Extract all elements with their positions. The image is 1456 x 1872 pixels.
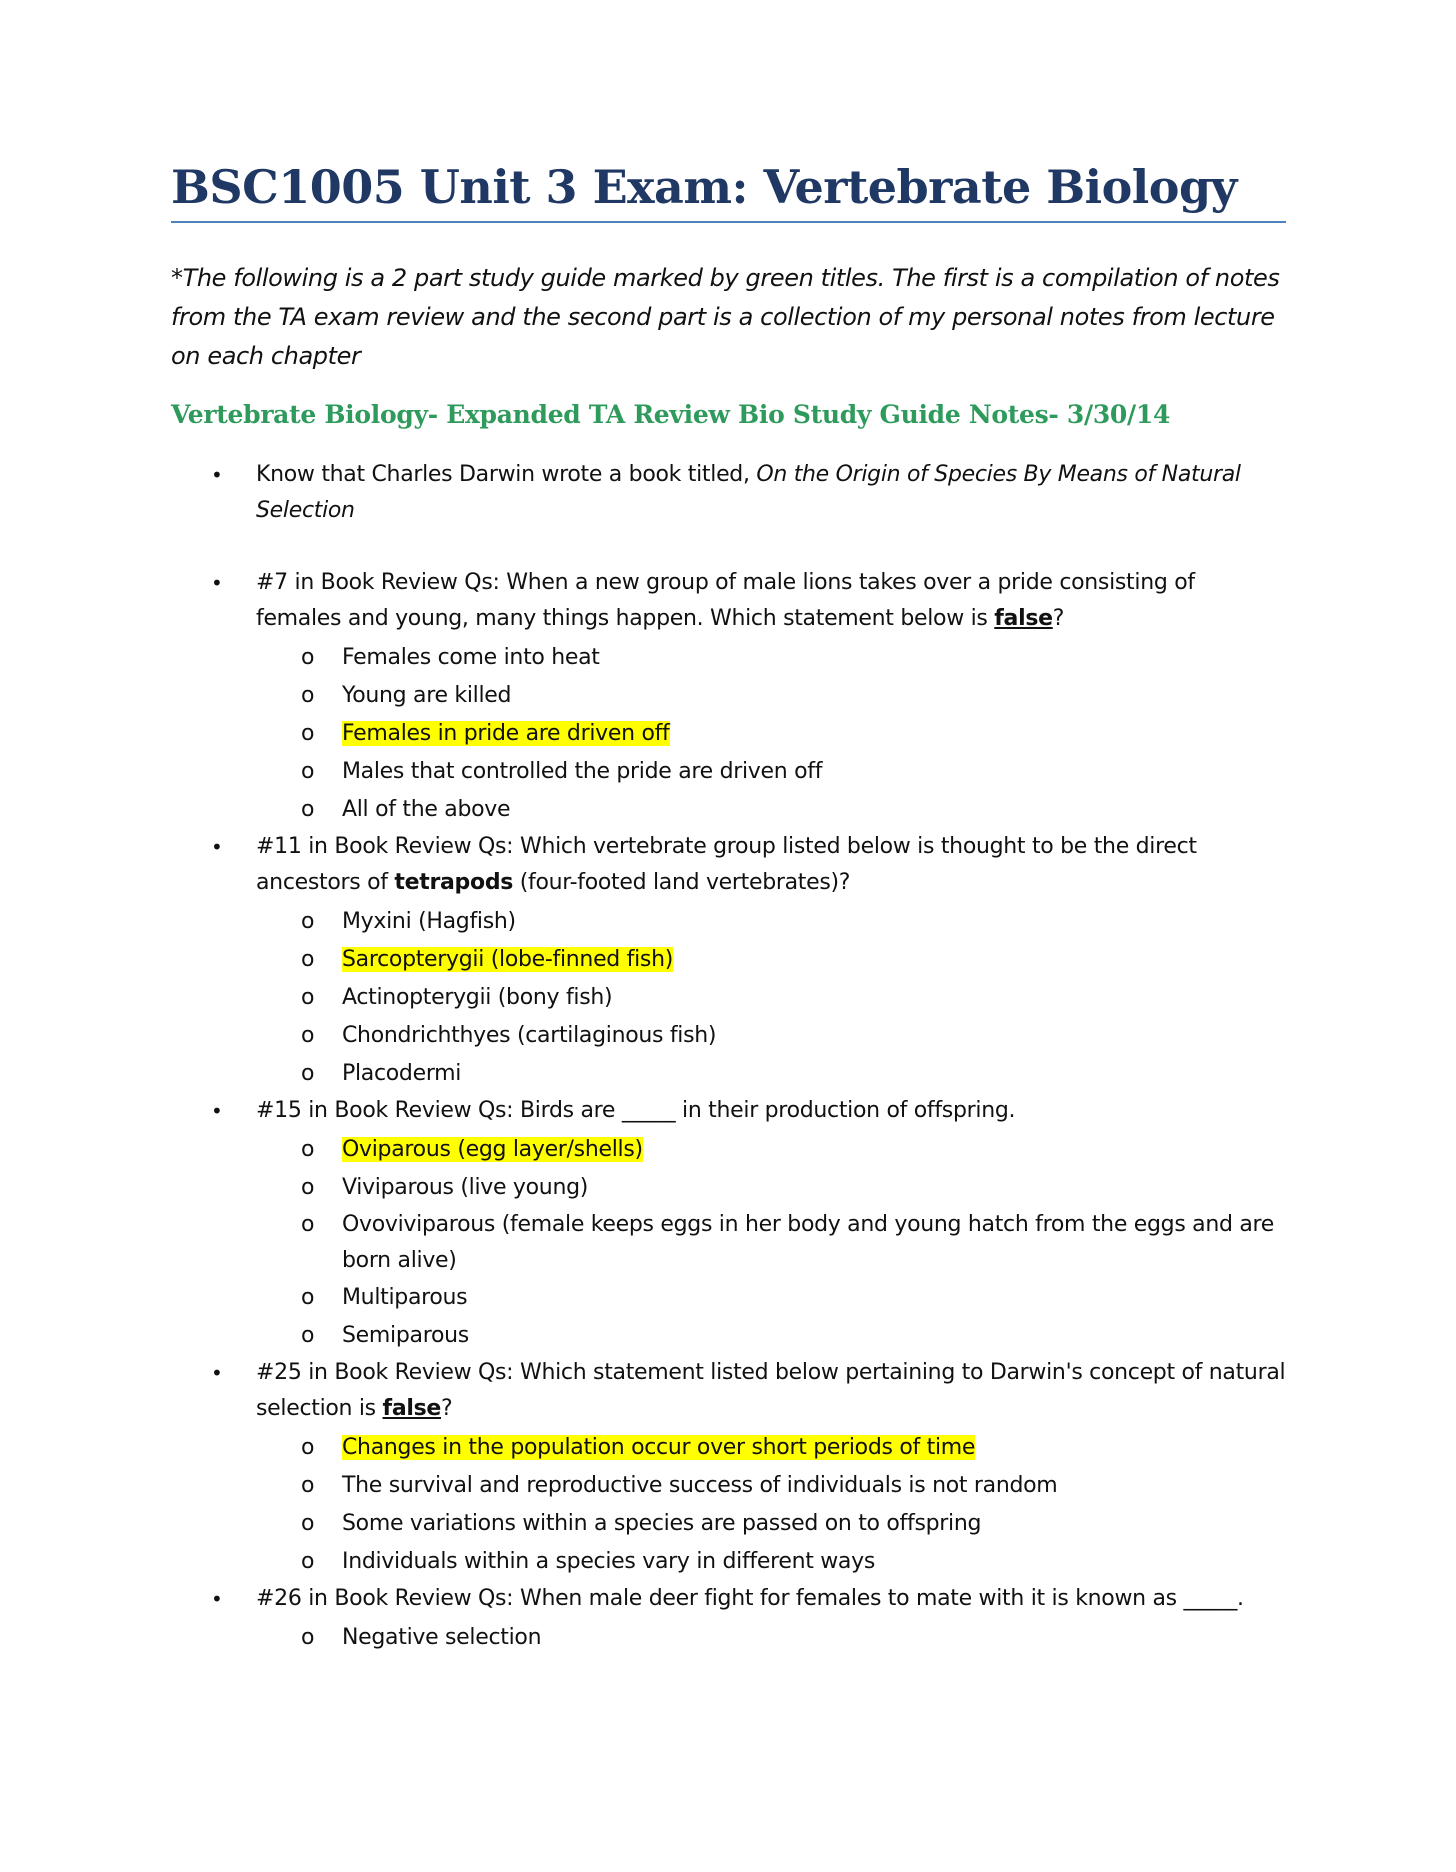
option-text: Myxini (Hagfish) — [342, 909, 516, 935]
option-text: All of the above — [342, 797, 511, 823]
option-marker-icon: o — [301, 1323, 315, 1349]
option-item — [256, 791, 1286, 829]
question-7 — [171, 565, 1286, 829]
option-marker-icon: o — [301, 1511, 315, 1537]
option-marker-icon: o — [301, 1137, 315, 1163]
option-text: Ovoviviparous (female keeps eggs in her body and young hatch from the eggs and are born alive) — [342, 1212, 1275, 1274]
option-item — [256, 1505, 1286, 1543]
question-text: #26 in Book Review Qs: When male deer fight for females to mate with it is known as _____. — [256, 1586, 1244, 1612]
question-darwin-book — [171, 457, 1286, 529]
bullet-icon: • — [211, 835, 223, 860]
option-text: Negative selection — [342, 1625, 542, 1651]
option-marker-icon: o — [301, 1549, 315, 1575]
option-item — [256, 677, 1286, 715]
option-text: Multiparous — [342, 1285, 468, 1311]
question-list — [171, 457, 1286, 1657]
option-marker-icon: o — [301, 759, 315, 785]
question-text: #15 in Book Review Qs: Birds are _____ in their production of offspring. — [256, 1098, 1016, 1124]
option-marker-icon: o — [301, 1023, 315, 1049]
option-list — [256, 1619, 1286, 1657]
option-list — [256, 639, 1286, 829]
emphasis-tetrapods: tetrapods — [394, 870, 514, 896]
intro-paragraph: *The following is a 2 part study guide marked by green titles. The first is a compilation of notes from the TA exam review and the second part is a collection of my personal notes from lecture on each chapter — [171, 264, 1280, 371]
question-11 — [171, 829, 1286, 1093]
option-list — [256, 903, 1286, 1093]
bullet-icon: • — [211, 1099, 223, 1124]
option-marker-icon: o — [301, 721, 315, 747]
highlighted-answer: Oviparous (egg layer/shells) — [342, 1137, 643, 1163]
option-item — [256, 1543, 1286, 1581]
option-marker-icon: o — [301, 645, 315, 671]
bullet-icon: • — [211, 1587, 223, 1612]
emphasis-false: false — [994, 606, 1053, 632]
bullet-icon: • — [211, 1361, 223, 1386]
option-item — [256, 903, 1286, 941]
document-title: BSC1005 Unit 3 Exam: Vertebrate Biology — [171, 160, 1286, 223]
option-item — [256, 1317, 1286, 1355]
option-text: Semiparous — [342, 1323, 469, 1349]
document-page — [171, 160, 1286, 1657]
question-text: #7 in Book Review Qs: When a new group of male lions takes over a pride consisting of females and young, many things happen. Which statement below is — [256, 570, 1195, 632]
emphasis-false: false — [382, 1396, 442, 1422]
question-text: #11 in Book Review Qs: Which vertebrate group listed below is thought to be the direct ancestors of — [256, 834, 1197, 896]
option-marker-icon: o — [301, 1212, 315, 1238]
question-25 — [171, 1355, 1286, 1581]
option-text: Males that controlled the pride are driven off — [342, 759, 823, 785]
question-text-end: ? — [1052, 606, 1065, 632]
section-heading: Vertebrate Biology- Expanded TA Review Bio Study Guide Notes- 3/30/14 — [171, 400, 1171, 430]
option-text: Actinopterygii (bony fish) — [342, 985, 613, 1011]
option-list — [256, 1131, 1286, 1355]
question-text: #25 in Book Review Qs: Which statement listed below pertaining to Darwin's concept of natural selection is — [256, 1360, 1286, 1422]
option-item — [256, 1467, 1286, 1505]
option-item-answer — [256, 715, 1286, 753]
option-text: The survival and reproductive success of individuals is not random — [342, 1473, 1058, 1499]
option-marker-icon: o — [301, 797, 315, 823]
option-marker-icon: o — [301, 947, 315, 973]
question-text-end: ? — [441, 1396, 453, 1422]
option-text: Females come into heat — [342, 645, 600, 671]
question-26 — [171, 1581, 1286, 1657]
option-marker-icon: o — [301, 985, 315, 1011]
option-item — [256, 753, 1286, 791]
bullet-icon: • — [211, 463, 223, 488]
option-item — [256, 1207, 1286, 1279]
question-text-end: (four-footed land vertebrates)? — [513, 870, 851, 896]
option-item — [256, 639, 1286, 677]
option-text: Placodermi — [342, 1061, 462, 1087]
highlighted-answer: Changes in the population occur over short periods of time — [342, 1435, 976, 1461]
option-marker-icon: o — [301, 1061, 315, 1087]
option-marker-icon: o — [301, 1435, 315, 1461]
option-item — [256, 979, 1286, 1017]
book-title: On the Origin of Species By Means of Natural Selection — [256, 462, 1241, 524]
question-15 — [171, 1093, 1286, 1355]
option-list — [256, 1429, 1286, 1581]
option-item — [256, 1279, 1286, 1317]
option-text: Individuals within a species vary in different ways — [342, 1549, 875, 1575]
question-text: Know that Charles Darwin wrote a book titled, — [256, 462, 757, 488]
option-item-answer — [256, 941, 1286, 979]
option-marker-icon: o — [301, 1473, 315, 1499]
option-marker-icon: o — [301, 909, 315, 935]
highlighted-answer: Sarcopterygii (lobe-finned fish) — [342, 947, 674, 973]
option-item — [256, 1017, 1286, 1055]
bullet-icon: • — [211, 571, 223, 596]
option-marker-icon: o — [301, 1175, 315, 1201]
option-item — [256, 1169, 1286, 1207]
option-text: Some variations within a species are passed on to offspring — [342, 1511, 982, 1537]
option-text: Young are killed — [342, 683, 512, 709]
option-marker-icon: o — [301, 683, 315, 709]
highlighted-answer: Females in pride are driven off — [342, 721, 670, 747]
option-item — [256, 1619, 1286, 1657]
option-marker-icon: o — [301, 1625, 315, 1651]
option-text: Chondrichthyes (cartilaginous fish) — [342, 1023, 717, 1049]
option-marker-icon: o — [301, 1285, 315, 1311]
option-item — [256, 1055, 1286, 1093]
option-item-answer — [256, 1429, 1286, 1467]
option-item-answer — [256, 1131, 1286, 1169]
option-text: Viviparous (live young) — [342, 1175, 589, 1201]
